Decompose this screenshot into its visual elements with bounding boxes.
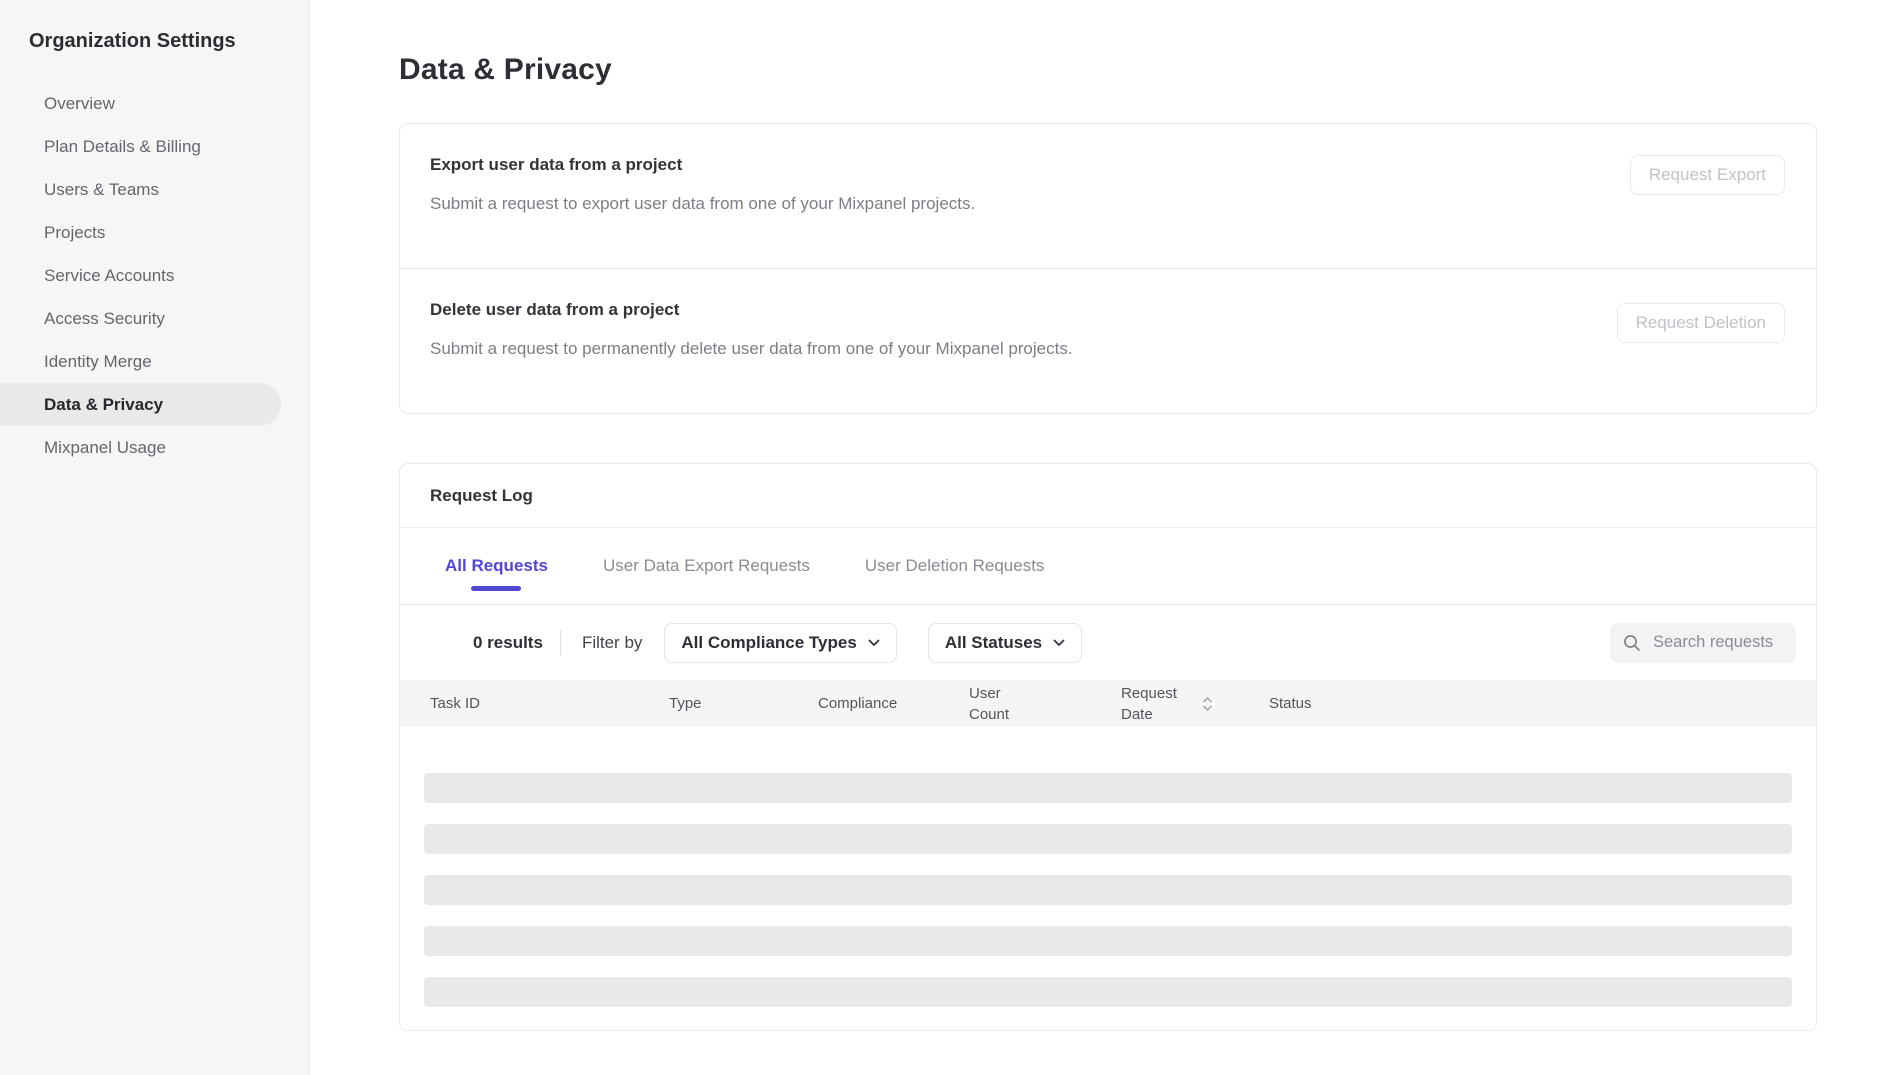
sidebar-item-access-security[interactable]: Access Security (44, 308, 165, 328)
chevron-down-icon (1053, 639, 1065, 647)
placeholder-row (424, 926, 1792, 956)
export-section-title: Export user data from a project (430, 155, 683, 174)
status-dropdown[interactable] (928, 623, 1082, 663)
page-title: Data & Privacy (399, 53, 612, 86)
request-log-card (399, 463, 1817, 1031)
sidebar-item-users-teams[interactable]: Users & Teams (44, 179, 159, 199)
user-count-label: User Count (969, 684, 1010, 723)
delete-section-title: Delete user data from a project (430, 300, 680, 319)
sidebar (0, 0, 310, 1075)
sidebar-item-overview[interactable]: Overview (44, 93, 115, 113)
placeholder-row (424, 773, 1792, 803)
search-input[interactable] (1651, 632, 1783, 653)
compliance-type-dropdown-value: All Compliance Types (681, 632, 857, 652)
column-header-compliance: Compliance (818, 695, 898, 712)
table-body (400, 727, 1816, 1007)
column-header-request-date[interactable] (1121, 683, 1269, 725)
delete-section (400, 269, 1816, 414)
sidebar-item-mixpanel-usage[interactable]: Mixpanel Usage (44, 437, 166, 457)
tab-user-deletion-requests[interactable]: User Deletion Requests (864, 556, 1045, 575)
sidebar-item-identity-merge[interactable]: Identity Merge (44, 351, 152, 371)
sidebar-nav (0, 82, 309, 469)
search-icon (1623, 634, 1641, 652)
sidebar-title: Organization Settings (29, 30, 236, 52)
column-header-user-count (969, 683, 1121, 725)
sidebar-item-service-accounts[interactable]: Service Accounts (44, 265, 175, 285)
filter-row (400, 605, 1816, 680)
delete-section-description: Submit a request to permanently delete user data from one of your Mixpanel projects. (430, 339, 1073, 358)
column-header-task-id: Task ID (430, 695, 481, 712)
sidebar-item-data-privacy[interactable]: Data & Privacy (0, 383, 281, 426)
request-date-label: Request Date (1121, 684, 1177, 723)
request-export-button[interactable]: Request Export (1630, 155, 1785, 195)
placeholder-row (424, 875, 1792, 905)
data-actions-card (399, 123, 1817, 414)
export-section (400, 124, 1816, 269)
results-count: 0 results (473, 632, 543, 652)
search-box[interactable] (1610, 623, 1796, 663)
column-header-status: Status (1269, 695, 1312, 712)
compliance-type-dropdown[interactable] (664, 623, 896, 663)
sort-updown-icon[interactable] (1202, 696, 1213, 712)
main-content (310, 0, 1886, 1075)
export-section-description: Submit a request to export user data from one of your Mixpanel projects. (430, 194, 976, 213)
sidebar-item-projects[interactable]: Projects (44, 222, 106, 242)
vertical-divider (560, 630, 561, 656)
placeholder-row (424, 824, 1792, 854)
table-header (400, 680, 1816, 727)
filter-by-label: Filter by (581, 632, 643, 652)
request-deletion-button[interactable]: Request Deletion (1617, 303, 1785, 343)
request-log-tabs (400, 528, 1816, 605)
chevron-down-icon (868, 639, 880, 647)
request-log-title: Request Log (400, 464, 1816, 528)
sidebar-item-plan-details-billing[interactable]: Plan Details & Billing (44, 136, 201, 156)
tab-user-data-export-requests[interactable]: User Data Export Requests (602, 556, 810, 575)
status-dropdown-value: All Statuses (944, 632, 1043, 652)
tab-all-requests[interactable]: All Requests (445, 528, 548, 604)
column-header-type: Type (669, 695, 702, 712)
placeholder-row (424, 977, 1792, 1007)
